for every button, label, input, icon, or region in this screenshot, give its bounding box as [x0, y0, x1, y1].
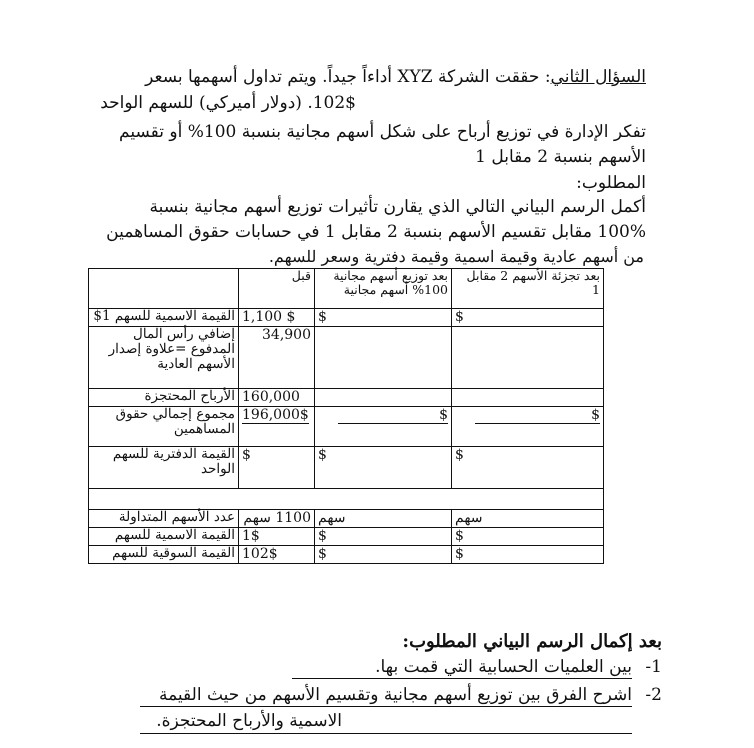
item-1-text: بين العلميات الحسابية التي قمت بها. — [375, 657, 632, 677]
cell-split[interactable] — [452, 327, 604, 389]
question-line-3: تفكر الإدارة في توزيع أرباح على شكل أسهم مجانية بنسبة 100% أو تقسيم — [119, 122, 646, 142]
cell-dividend[interactable] — [315, 327, 452, 389]
table-row — [89, 528, 604, 546]
cell-before: 102$ — [239, 546, 315, 564]
required-label: المطلوب: — [576, 173, 646, 193]
row-label: القيمة السوقية للسهم — [89, 546, 239, 564]
table-row — [89, 510, 604, 528]
cell-split[interactable]: سهم — [452, 510, 604, 528]
question-line-8: من أسهم عادية وقيمة اسمية وقيمة دفترية وسعر للسهم. — [268, 247, 644, 266]
cell-before: 160,000 — [239, 389, 315, 407]
question-line-6: أكمل الرسم البياني التالي الذي يقارن تأثيرات توزيع أسهم مجانية بنسبة — [149, 197, 646, 217]
cell-dividend[interactable] — [315, 389, 452, 407]
question-line-7: 100% مقابل تقسيم الأسهم بنسبة 2 مقابل 1 في حسابات حقوق المساهمين — [106, 222, 646, 242]
cell-dividend-wrap[interactable] — [315, 407, 452, 447]
cell-before: 1100 سهم — [239, 510, 315, 528]
spacer-cell — [452, 489, 604, 510]
table-spacer-row — [89, 489, 604, 510]
row-label: عدد الأسهم المتداولة — [89, 510, 239, 528]
cell-split-wrap[interactable] — [452, 407, 604, 447]
cell-before: 1,100 $ — [239, 309, 315, 327]
cell-before: 1$ — [239, 528, 315, 546]
cell-dividend[interactable]: سهم — [315, 510, 452, 528]
question-title: السؤال الثاني — [550, 67, 646, 87]
cell-before: 34,900 — [239, 327, 315, 389]
cell-split[interactable]: $ — [475, 407, 600, 424]
item-2-number: 2- — [645, 685, 662, 705]
table-row — [89, 546, 604, 564]
cell-dividend[interactable]: $ — [315, 447, 452, 489]
cell-split[interactable]: $ — [452, 447, 604, 489]
cell-dividend[interactable]: $ — [315, 528, 452, 546]
cell-dividend[interactable]: $ — [338, 407, 448, 424]
row-label: إضافي رأس المال المدفوع =علاوة إصدار الأسهم العادية — [89, 327, 239, 389]
table-row — [89, 389, 604, 407]
table-header-row — [89, 269, 604, 309]
table-row — [89, 407, 604, 447]
spacer-cell — [239, 489, 315, 510]
row-label: القيمة الاسمية للسهم — [89, 528, 239, 546]
question-intro-cont: أداءاً جيداً. ويتم تداول أسهمها بسعر — [145, 67, 392, 87]
cell-split[interactable]: $ — [452, 309, 604, 327]
item-2-text-line-2: الاسمية والأرباح المحتجزة. — [156, 711, 342, 731]
item-2-text-line-1: اشرح الفرق بين توزيع أسهم مجانية وتقسيم الأسهم من حيث القيمة — [158, 685, 632, 705]
row-label: مجموع إجمالي حقوق المساهمين — [89, 407, 239, 447]
row-label: الأرباح المحتجزة — [89, 389, 239, 407]
cell-split[interactable]: $ — [452, 528, 604, 546]
item-1-number: 1- — [645, 657, 662, 677]
cell-split[interactable]: $ — [452, 546, 604, 564]
header-before: قبل — [239, 269, 315, 309]
spacer-cell — [315, 489, 452, 510]
question-intro: : حققت الشركة — [437, 67, 551, 87]
cell-dividend[interactable]: $ — [315, 309, 452, 327]
question-line-2: 102$. (دولار أميركي) للسهم الواحد — [100, 93, 356, 113]
after-heading: بعد إكمال الرسم البياني المطلوب: — [402, 631, 662, 652]
table-row — [89, 447, 604, 489]
header-blank — [89, 269, 239, 309]
table-row — [89, 327, 604, 389]
header-stock-dividend: بعد توزيع أسهم مجانية 100% أسهم مجانية — [315, 269, 452, 309]
company-name: XYZ — [397, 67, 433, 87]
spacer-cell — [89, 489, 239, 510]
answer-line-3[interactable] — [140, 733, 632, 734]
question-line-1 — [145, 66, 646, 88]
cell-split[interactable] — [452, 389, 604, 407]
row-label: القيمة الدفترية للسهم الواحد — [89, 447, 239, 489]
header-stock-split: بعد تجزئة الأسهم 2 مقابل 1 — [452, 269, 604, 309]
comparison-table — [88, 268, 604, 564]
cell-before: $ — [239, 447, 315, 489]
row-label: القيمة الاسمية للسهم 1$ — [89, 309, 239, 327]
table-row — [89, 309, 604, 327]
cell-dividend[interactable]: $ — [315, 546, 452, 564]
cell-before: 196,000$ — [242, 407, 309, 423]
question-line-4: الأسهم بنسبة 2 مقابل 1 — [475, 147, 646, 167]
cell-before-wrap — [239, 407, 315, 447]
answer-line-1[interactable] — [292, 678, 632, 679]
answer-line-2[interactable] — [140, 706, 632, 707]
